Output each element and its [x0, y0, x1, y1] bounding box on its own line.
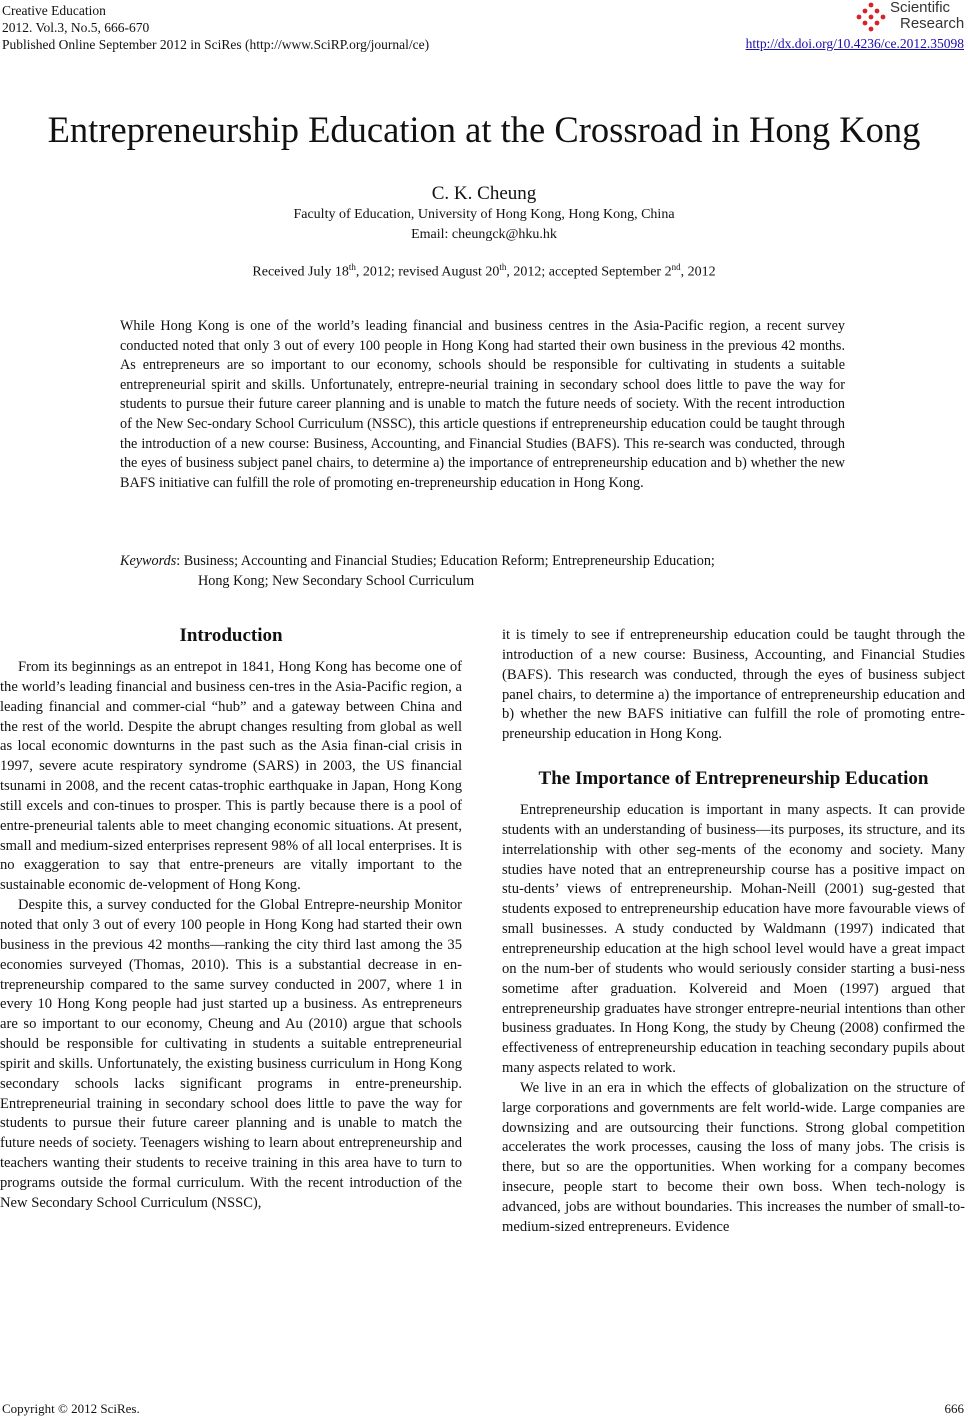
revised-suffix: th [499, 262, 507, 272]
page-number: 666 [944, 1401, 964, 1416]
logo-text-line1: Scientific [890, 0, 951, 16]
importance-paragraph-2: We live in an era in which the effects of globalization on the structure of large corporations and governments are felt world-wide. Large companies are downsizing and are outsourcing their functions. Strong global competition accelerates the work processes, causing the loss of many jobs. The crisis is there, but so are the opportunities. When working for a company becomes insecure, people start to become their own boss. When tech-nology is advanced, jobs are without boundaries. This increases the number of small-to-medium-sized entrepreneurs. Evidence [502, 1079, 965, 1235]
received-dates [0, 262, 968, 281]
intro-paragraph-continued: it is timely to see if entrepreneurship education could be taught through the introduction of a new course: Business, Accounting, and Financial Studies (BAFS). This research was conducted, through the eyes of business subject panel chairs, to determine a) the importance of entrepreneurship education and b) whether the new BAFS initiative can fulfill the role of promoting entre-preneurship education in Hong Kong. [502, 627, 965, 743]
received-suffix: th [348, 262, 356, 272]
section-title-introduction: Introduction [179, 625, 283, 646]
revised-date: , 2012; revised August 20 [355, 264, 500, 280]
journal-volume: 2012. Vol.3, No.5, 666-670 [2, 20, 150, 35]
keywords [120, 551, 860, 591]
scientific-research-logo [856, 0, 964, 34]
article-title: Entrepreneurship Education at the Crossroad in Hong Kong [47, 109, 921, 150]
keywords-list: : Business; Accounting and Financial Studies; Education Reform; Entrepreneurship Education; [176, 553, 715, 569]
logo-dots-icon [856, 2, 886, 32]
logo-text-line2: Research [900, 15, 965, 32]
keywords-list-continued: Hong Kong; New Secondary School Curriculum [198, 573, 475, 589]
intro-paragraph-2: Despite this, a survey conducted for the Global Entrepre-neurship Monitor noted that only 3 out of every 100 people in Hong Kong had started their own business in the previous 42 months—ranking the city third last among the 35 economies surveyed (Thomas, 2010). This is a substantial decrease in en-trepreneurship compared to the same survey conducted in 2007, where 1 in every 10 Hong Kong people had just started up a business. As entrepreneurs are so important to our economy, Cheung and Au (2010) argue that schools should be responsible for cultivating in students a suitable entrepreneurial spirit and skills. Unfortunately, the existing business curriculum in Hong Kong secondary schools lacks significant programs in entre-preneurship. Entrepreneurial training in secondary school does little to pave the way for students to pursue their future career planning and is unable to match the future needs of society. Teenagers wishing to learn about entrepreneurship and teachers wanting their students to receive training in this area have to turn to programs outside the formal curriculum. With the recent introduction of the New Secondary School Curriculum (NSSC), [0, 897, 462, 1211]
accepted-date: , 2012; accepted September 2 [506, 264, 672, 280]
keywords-label: Keywords [120, 553, 177, 569]
left-column [0, 624, 462, 1214]
journal-header [2, 2, 429, 53]
copyright: Copyright © 2012 SciRes. [2, 1401, 140, 1416]
abstract: While Hong Kong is one of the world’s leading financial and business centres in the Asia-Pacific region, a recent survey conducted noted that only 3 out of every 100 people in Hong Kong had started their own business in the previous 42 months. As entrepreneurs are so important to our economy, schools should be responsible for cultivating in students a suitable entrepreneurial spirit and skills. Unfortunately, entrepre-neurial training in secondary school does little to pave the way for students to pursue their future career planning and is unable to match the future needs of society. With the recent introduction of the New Sec-ondary School Curriculum (NSSC), this article questions if entrepreneurship education could be taught through the introduction of a new course: Business, Accounting, and Financial Studies (BAFS). This re-search was conducted, through the eyes of business subject panel chairs, to determine a) the importance of entrepreneurship education and b) whether the new BAFS initiative can fulfill the role of promoting en-trepreneurship education in Hong Kong. [120, 318, 845, 491]
journal-name: Creative Education [2, 3, 106, 18]
author-email: Email: cheungck@hku.hk [411, 227, 557, 242]
doi-link[interactable]: http://dx.doi.org/10.4236/ce.2012.35098 [745, 36, 964, 51]
accepted-suffix: nd [671, 262, 681, 272]
accepted-year: , 2012 [680, 264, 716, 280]
publication-info: Published Online September 2012 in SciRes (http://www.SciRP.org/journal/ce) [2, 37, 430, 52]
author-name: C. K. Cheung [431, 183, 537, 204]
intro-paragraph-1: From its beginnings as an entrepot in 1841, Hong Kong has become one of the world’s leading financial and business cen-tres in the Asia-Pacific region, a leading financial and commer-cial “hub” and a gateway between China and the rest of the world. Despite the abrupt changes resulting from global as well as local economic downturns in the past such as the Asia finan-cial crisis in 1997, severe acute respiratory syndrome (SARS) in 2003, the US financial tsunami in 2008, and the recent catas-trophic earthquake in Japan, Hong Kong still excels and con-tinues to prosper. This is partly because there is a pool of entre-preneurial talents able to meet changing economic situations. At present, small and medium-sized enterprises represent 98% of all local enterprises. It is no exaggeration to say that entre-preneurs are vitally important to the sustainable economic de-velopment of Hong Kong. [0, 659, 462, 894]
right-column [502, 626, 965, 1238]
importance-paragraph-1: Entrepreneurship education is important in many aspects. It can provide students with an understanding of business—its purposes, its structure, and its interrelationship with other seg-ments of the economy and society. Many studies have noted that an entrepreneurship course has a positive impact on stu-dents’ views of entrepreneurship. Mohan-Neill (2001) sug-gested that students exposed to entrepreneurship education have more favourable views of small businesses. A study conducted by Waldmann (1997) indicated that entrepreneurship education at the high school level would have a great impact on the num-ber of students who would seriously consider starting a busi-ness sometime after graduation. Kolvereid and Moen (1997) argued that entrepreneurship graduates have stronger entrepre-neurial intentions than other business graduates. In Hong Kong, the study by Cheung (2008) confirmed the effectiveness of entrepreneurship education in teaching secondary pupils about many aspects related to work. [502, 802, 965, 1077]
received-date: Received July 18 [252, 264, 349, 280]
section-title-importance: The Importance of Entrepreneurship Education [538, 768, 929, 790]
author-affiliation: Faculty of Education, University of Hong Kong, Hong Kong, China [293, 207, 675, 222]
